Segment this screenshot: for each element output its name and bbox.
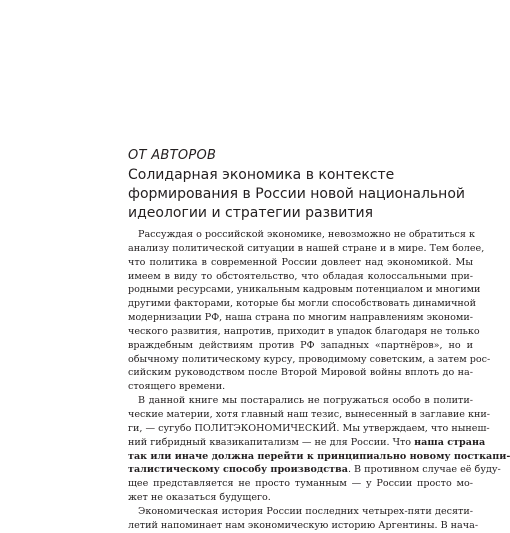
body-text <box>128 228 510 533</box>
text-run: ний гибридный квазикапитализм — не для России. Что <box>128 436 415 448</box>
text-line: летий напоминает нам экономическую историю Аргентины. В нача- <box>128 519 479 531</box>
paragraph <box>128 505 479 533</box>
text-run: . В противном случае её буду- <box>347 464 501 476</box>
text-line: родными ресурсами, уникальным кадровым потенциалом и многими <box>128 284 481 296</box>
text-line: ческие материи, хотя главный наш тезис, вынесенный в заглавие кни- <box>128 408 491 420</box>
text-line: В данной книге мы постарались не погружаться особо в полити- <box>138 395 473 407</box>
paragraph <box>128 394 510 505</box>
paragraph <box>128 228 491 394</box>
text-line: враждебным действиям против РФ западных «партнёров», но и <box>128 339 473 351</box>
text-line: ги, — сугубо ПОЛИТЭКОНОМИЧЕСКИЙ. Мы утверждаем, что нынеш- <box>128 422 490 434</box>
chapter-title-line: идеологии и стратегии развития <box>128 205 374 221</box>
text-line: обычному политическому курсу, проводимому советским, а затем рос- <box>128 353 491 365</box>
text-line: Экономическая история России последних четырех-пяти десяти- <box>138 505 473 517</box>
text-line: анализу политической ситуации в нашей стране и в мире. Тем более, <box>128 242 485 254</box>
text-line: жет не оказаться будущего. <box>128 492 271 504</box>
text-line <box>128 436 486 450</box>
chapter-title <box>128 166 465 223</box>
bold-text-run: талистическому способу производства <box>128 464 348 476</box>
text-line: другими факторами, которые бы могли способствовать динамичной <box>128 298 476 310</box>
text-line: что политика в современной России довлеет над экономикой. Мы <box>128 256 473 268</box>
bold-text-run: так или иначе должна перейти к принципиально новому посткапи- <box>128 450 510 462</box>
chapter-title-line: формирования в России новой национальной <box>128 186 465 202</box>
bold-text-run: наша страна <box>414 436 486 448</box>
text-line: Рассуждая о российской экономике, невозможно не обратиться к <box>138 229 475 240</box>
text-line: сийским руководством после Второй Мировой войны вплоть до на- <box>128 367 473 379</box>
section-label: ОТ АВТОРОВ <box>128 148 217 163</box>
text-line <box>128 463 501 477</box>
text-line: щее представляется не просто туманным — у России просто мо- <box>128 478 473 490</box>
text-line: стоящего времени. <box>128 381 226 393</box>
text-line: модернизации РФ, наша страна по многим направлениям экономи- <box>128 312 473 324</box>
chapter-title-line: Солидарная экономика в контексте <box>128 167 395 183</box>
text-line: ческого развития, напротив, приходит в упадок благодаря не только <box>128 325 480 337</box>
text-line <box>128 450 510 464</box>
text-line: имеем в виду то обстоятельство, что обладая колоссальными при- <box>128 270 473 282</box>
